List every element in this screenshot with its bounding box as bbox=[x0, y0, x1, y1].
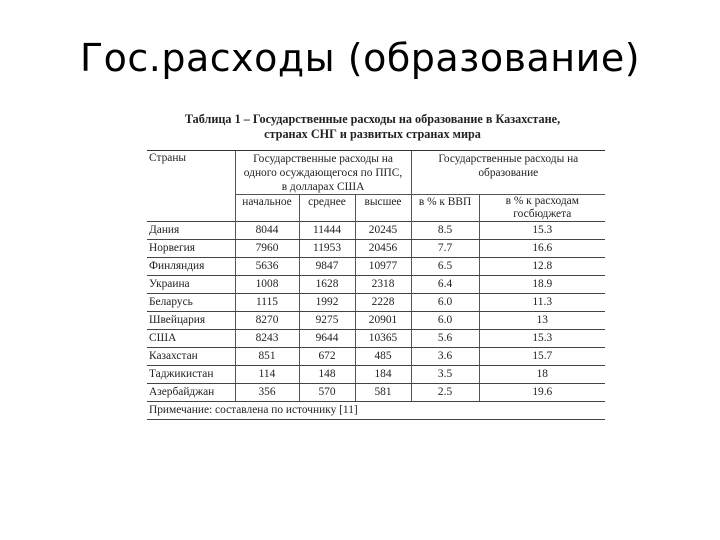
cell-country: Азербайджан bbox=[147, 384, 235, 402]
cell-pct-budget: 12.8 bbox=[479, 258, 605, 276]
cell-primary: 851 bbox=[235, 348, 299, 366]
expenditure-table bbox=[147, 150, 605, 420]
header-country: Страны bbox=[147, 151, 235, 222]
cell-country: Дания bbox=[147, 222, 235, 240]
table-caption bbox=[140, 112, 605, 142]
cell-higher: 2318 bbox=[355, 276, 411, 294]
cell-primary: 1008 bbox=[235, 276, 299, 294]
table-body bbox=[147, 222, 605, 402]
cell-secondary: 9847 bbox=[299, 258, 355, 276]
table-row bbox=[147, 276, 605, 294]
cell-country: Украина bbox=[147, 276, 235, 294]
cell-pct-budget: 19.6 bbox=[479, 384, 605, 402]
header-higher: высшее bbox=[355, 195, 411, 222]
cell-pct-gdp: 5.6 bbox=[411, 330, 479, 348]
header-group-per-student: Государственные расходы на одного осуждающегося по ППС, в долларах США bbox=[235, 151, 411, 195]
cell-secondary: 570 bbox=[299, 384, 355, 402]
header-secondary: среднее bbox=[299, 195, 355, 222]
cell-pct-gdp: 7.7 bbox=[411, 240, 479, 258]
cell-secondary: 1992 bbox=[299, 294, 355, 312]
cell-secondary: 148 bbox=[299, 366, 355, 384]
cell-primary: 7960 bbox=[235, 240, 299, 258]
table-row bbox=[147, 258, 605, 276]
table-row bbox=[147, 330, 605, 348]
table-row bbox=[147, 294, 605, 312]
header-pct-gdp: в % к ВВП bbox=[411, 195, 479, 222]
cell-country: Швейцария bbox=[147, 312, 235, 330]
table-figure bbox=[140, 112, 605, 420]
cell-higher: 20245 bbox=[355, 222, 411, 240]
cell-higher: 2228 bbox=[355, 294, 411, 312]
cell-pct-gdp: 2.5 bbox=[411, 384, 479, 402]
cell-secondary: 11953 bbox=[299, 240, 355, 258]
cell-primary: 1115 bbox=[235, 294, 299, 312]
cell-pct-gdp: 3.6 bbox=[411, 348, 479, 366]
cell-higher: 10365 bbox=[355, 330, 411, 348]
cell-country: Таджикистан bbox=[147, 366, 235, 384]
cell-primary: 5636 bbox=[235, 258, 299, 276]
cell-pct-budget: 15.7 bbox=[479, 348, 605, 366]
cell-country: Беларусь bbox=[147, 294, 235, 312]
table-row bbox=[147, 222, 605, 240]
cell-higher: 485 bbox=[355, 348, 411, 366]
cell-country: США bbox=[147, 330, 235, 348]
cell-primary: 356 bbox=[235, 384, 299, 402]
cell-primary: 8044 bbox=[235, 222, 299, 240]
cell-pct-budget: 15.3 bbox=[479, 330, 605, 348]
cell-country: Финляндия bbox=[147, 258, 235, 276]
caption-line-1: Таблица 1 – Государственные расходы на образование в Казахстане, bbox=[184, 112, 561, 126]
cell-secondary: 1628 bbox=[299, 276, 355, 294]
cell-pct-gdp: 6.5 bbox=[411, 258, 479, 276]
cell-secondary: 672 bbox=[299, 348, 355, 366]
cell-higher: 10977 bbox=[355, 258, 411, 276]
cell-primary: 8270 bbox=[235, 312, 299, 330]
header-primary: начальное bbox=[235, 195, 299, 222]
cell-higher: 581 bbox=[355, 384, 411, 402]
slide-title: Гос.расходы (образование) bbox=[79, 36, 641, 80]
cell-pct-gdp: 6.4 bbox=[411, 276, 479, 294]
cell-pct-budget: 13 bbox=[479, 312, 605, 330]
cell-pct-budget: 16.6 bbox=[479, 240, 605, 258]
cell-country: Казахстан bbox=[147, 348, 235, 366]
header-pct-budget: в % к расходам госбюджета bbox=[479, 195, 605, 222]
cell-pct-gdp: 6.0 bbox=[411, 294, 479, 312]
table-row bbox=[147, 312, 605, 330]
table-note-row bbox=[147, 402, 605, 420]
header-row-1 bbox=[147, 151, 605, 195]
caption-line-2: странах СНГ и развитых странах мира bbox=[264, 127, 481, 141]
cell-pct-gdp: 8.5 bbox=[411, 222, 479, 240]
cell-secondary: 9644 bbox=[299, 330, 355, 348]
cell-higher: 20901 bbox=[355, 312, 411, 330]
cell-primary: 114 bbox=[235, 366, 299, 384]
cell-primary: 8243 bbox=[235, 330, 299, 348]
table-row bbox=[147, 348, 605, 366]
header-group-total: Государственные расходы на образование bbox=[411, 151, 605, 195]
table-row bbox=[147, 384, 605, 402]
cell-higher: 184 bbox=[355, 366, 411, 384]
table-row bbox=[147, 240, 605, 258]
cell-pct-gdp: 6.0 bbox=[411, 312, 479, 330]
cell-pct-budget: 18.9 bbox=[479, 276, 605, 294]
cell-higher: 20456 bbox=[355, 240, 411, 258]
cell-pct-budget: 15.3 bbox=[479, 222, 605, 240]
cell-pct-budget: 11.3 bbox=[479, 294, 605, 312]
cell-country: Норвегия bbox=[147, 240, 235, 258]
cell-pct-budget: 18 bbox=[479, 366, 605, 384]
cell-secondary: 9275 bbox=[299, 312, 355, 330]
cell-pct-gdp: 3.5 bbox=[411, 366, 479, 384]
table-note: Примечание: составлена по источнику [11] bbox=[147, 402, 605, 420]
cell-secondary: 11444 bbox=[299, 222, 355, 240]
table-row bbox=[147, 366, 605, 384]
